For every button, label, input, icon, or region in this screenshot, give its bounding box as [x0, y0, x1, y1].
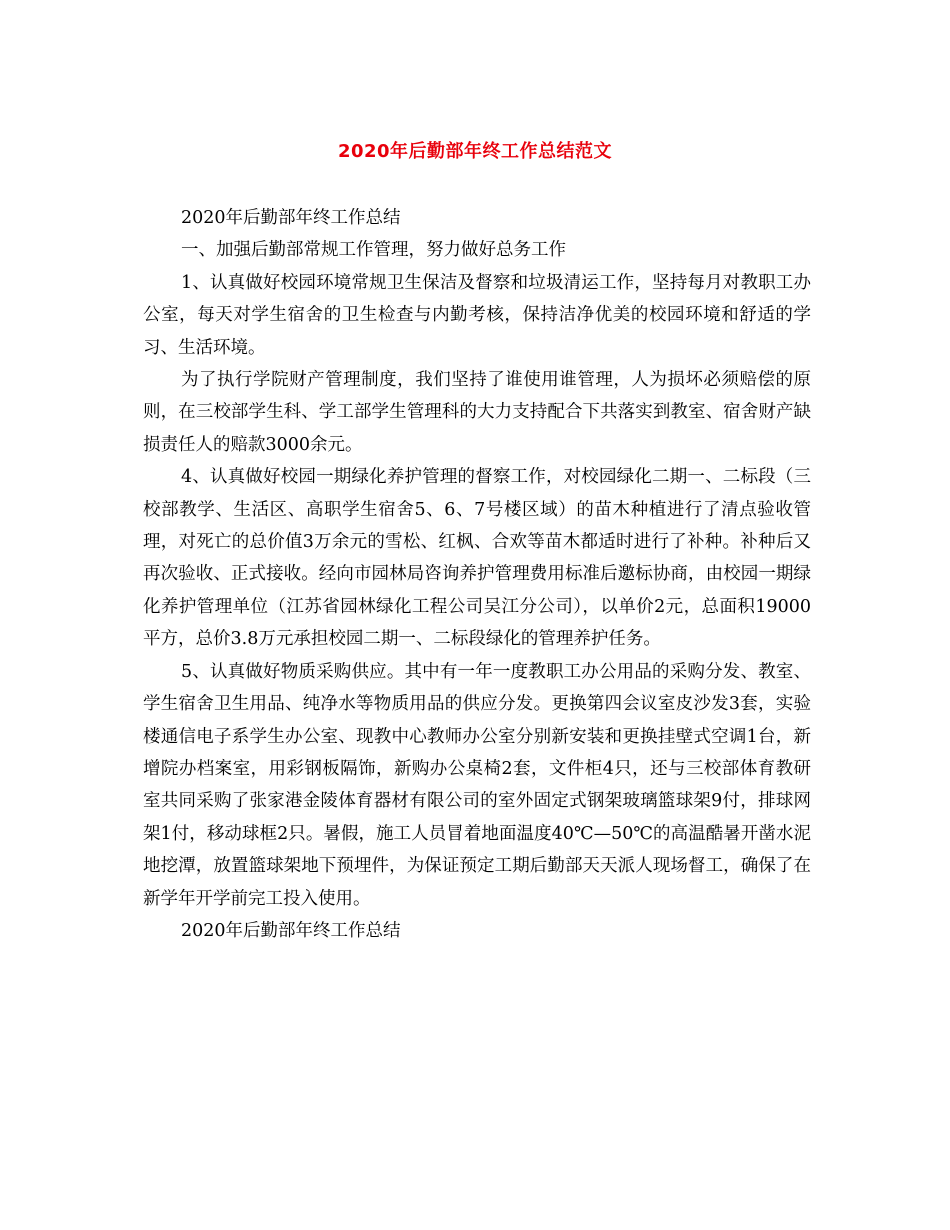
paragraph-closing-heading: 2020年后勤部年终工作总结	[181, 920, 401, 941]
document-title: 2020年后勤部年终工作总结范文	[337, 141, 613, 162]
paragraph-subtitle: 2020年后勤部年终工作总结	[181, 208, 401, 228]
paragraph-item-4: 4、认真做好校园一期绿化养护管理的督察工作，对校园绿化二期一、二标段（三校部教学、生活区、高职学生宿舍5、6、7号楼区域）的苗木种植进行了清点验收管理，对死亡的总价值3万余元的雪松、红枫、合欢等苗木都适时进行了补种。补种后又再次验收、正式接收。经向市园林局咨询养护管理费用标准后邀标协商，由校园一期绿化养护管理单位（江苏省园林绿化工程公司吴江分公司），以单价2元，总面积19000平方，总价3.8万元承担校园二期一、二标段绿化的管理养护任务。	[143, 467, 811, 650]
paragraph-item-5: 5、认真做好物质采购供应。其中有一年一度教职工办公用品的采购分发、教室、学生宿舍卫生用品、纯净水等物质用品的供应分发。更换第四会议室皮沙发3套，实验楼通信电子系学生办公室、现教中心教师办公室分别新安装和更换挂壁式空调1台，新增院办档案室，用彩钢板隔饰，新购办公桌椅2套，文件柜4只，还与三校部体育教研室共同采购了张家港金陵体育器材有限公司的室外固定式钢架玻璃篮球架9付，排球网架1付，移动球框2只。暑假，施工人员冒着地面温度40℃—50℃的高温酷暑开凿水泥地挖潭，放置篮球架地下预埋件，为保证预定工期后勤部天天派人现场督工，确保了在新学年开学前完工投入使用。	[143, 661, 811, 909]
paragraph-item-1: 1、认真做好校园环境常规卫生保洁及督察和垃圾清运工作，坚持每月对教职工办公室，每天对学生宿舍的卫生检查与内勤考核，保持洁净优美的校园环境和舒适的学习、生活环境。	[143, 272, 811, 358]
paragraph-property-management: 为了执行学院财产管理制度，我们坚持了谁使用谁管理，人为损坏必须赔偿的原则，在三校部学生科、学工部学生管理科的大力支持配合下共落实到教室、宿舍财产缺损责任人的赔款3000余元。	[143, 370, 811, 455]
document-body	[143, 202, 811, 947]
paragraph-section-heading: 一、加强后勤部常规工作管理，努力做好总务工作	[181, 240, 566, 261]
